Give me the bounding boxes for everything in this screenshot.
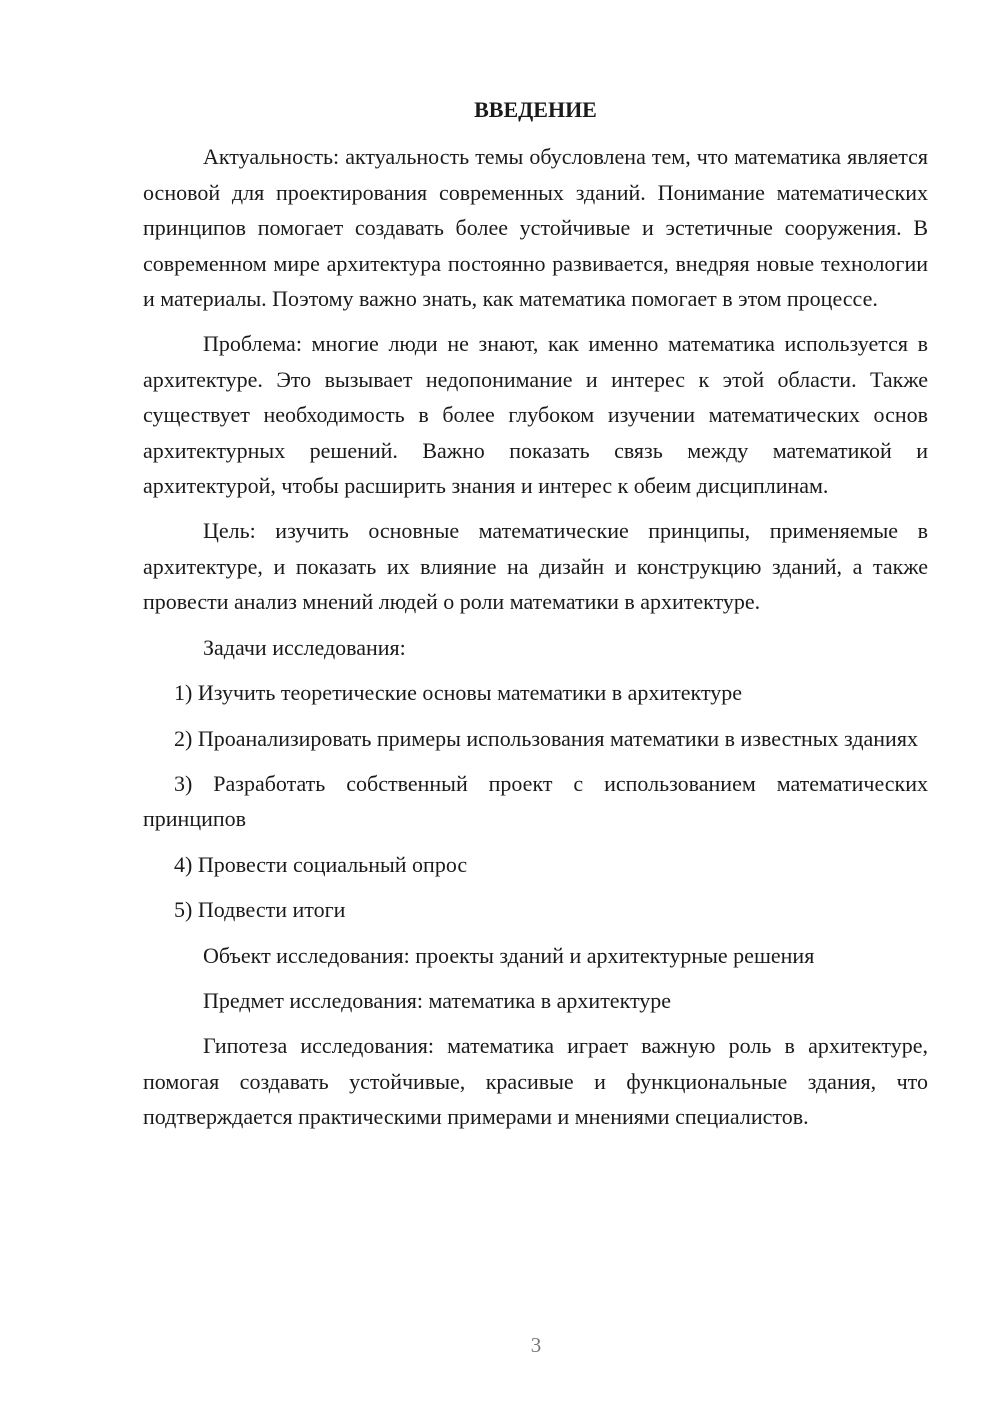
paragraph-object: Объект исследования: проекты зданий и архитектурные решения xyxy=(203,942,815,968)
paragraph-problem: Проблема: многие люди не знают, как именно математика используется в архитектуре. Это вызывает недопонимание и интерес к этой области. Также существует необходимость в более глубоком изучении математических основ архитектурных решений. Важно показать связь между математикой и архитектурой, чтобы расширить знания и интерес к обеим дисциплинам. xyxy=(143,331,928,499)
paragraph-hypothesis: Гипотеза исследования: математика играет важную роль в архитектуре, помогая создавать устойчивые, красивые и функциональные здания, что подтверждается практическими примерами и мнениями специалистов. xyxy=(143,1033,928,1130)
document-page xyxy=(143,92,928,1145)
task-item-1: 1) Изучить теоретические основы математики в архитектуре xyxy=(174,680,743,706)
paragraph-goal: Цель: изучить основные математические принципы, применяемые в архитектуре, и показать их влияние на дизайн и конструкцию зданий, а также провести анализ мнений людей о роли математики в архитектуре. xyxy=(143,518,928,615)
task-item-4: 4) Провести социальный опрос xyxy=(174,851,468,877)
page-number: 3 xyxy=(530,1333,542,1357)
task-item-5: 5) Подвести итоги xyxy=(174,897,346,923)
paragraph-relevance: Актуальность: актуальность темы обусловлена тем, что математика является основой для проектирования современных зданий. Понимание математических принципов помогает создавать более устойчивые и эстетичные сооружения. В современном мире архитектура постоянно развивается, внедряя новые технологии и материалы. Поэтому важно знать, как математика помогает в этом процессе. xyxy=(143,144,928,312)
section-heading: ВВЕДЕНИЕ xyxy=(474,97,597,122)
paragraph-subject: Предмет исследования: математика в архитектуре xyxy=(203,987,672,1013)
task-item-2: 2) Проанализировать примеры использования математики в известных зданиях xyxy=(174,725,918,751)
paragraph-tasks-heading: Задачи исследования: xyxy=(203,634,406,660)
task-item-3: 3) Разработать собственный проект с использованием математических принципов xyxy=(143,770,928,832)
